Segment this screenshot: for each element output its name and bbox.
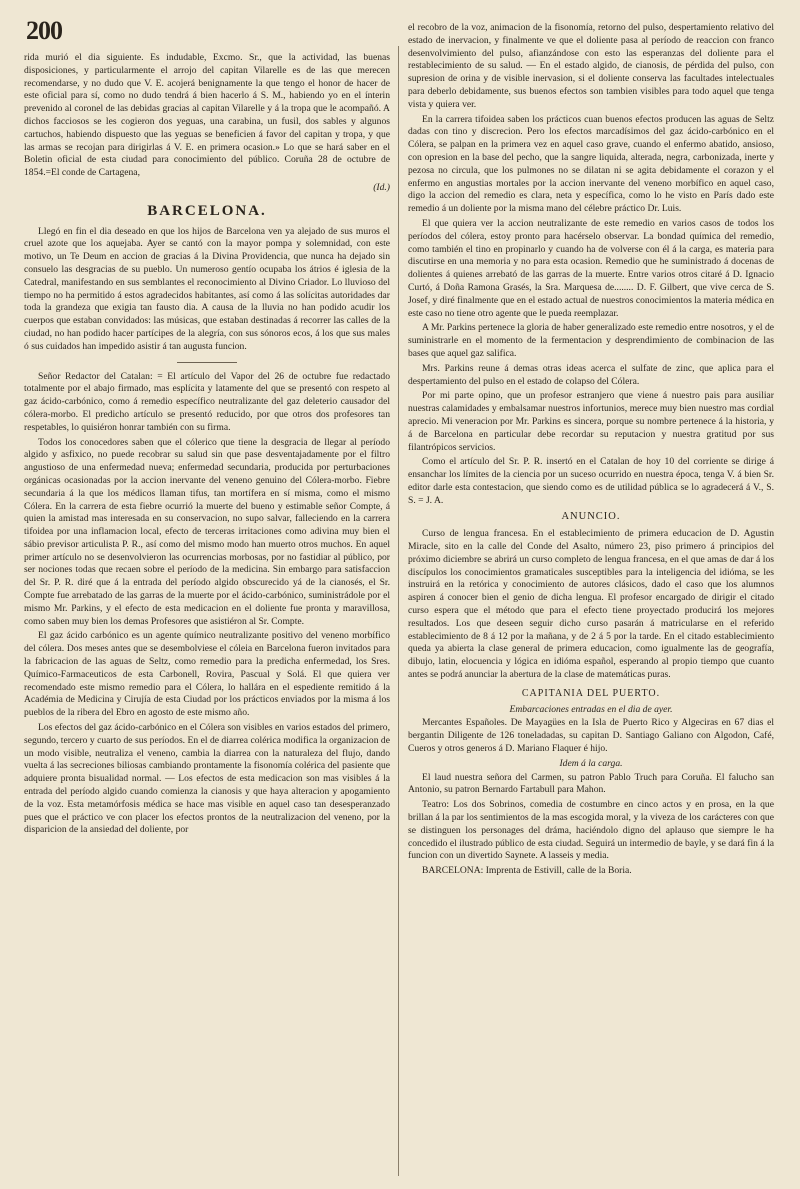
letter-paragraph-recobro: el recobro de la voz, animacion de la fisonomía, retorno del pulso, despertamiento relativo del estado de inervacion, y finalmente ve que el doliente pasa al período de reaccion con franco desenvolvimiento del pulso, afianzándose con esto las esperanzas del doliente para el restablecimiento de su salud. — En el estado algido, de cianosis, de pérdida del pulso, con supresion de orina y de visible inervasion, si el doliente conserva las facultades intelectuales para deberlo debidamente, sus buenos efectos son tambien visibles para todo aquel que tenga vista y quiera ver. bbox=[408, 22, 774, 110]
article-coruna-text: rida murió el dia siguiente. Es indudable, Excmo. Sr., que la actividad, las buenas disposiciones, y particularmente el arrojo del capitan Vilarelle es de las que merecen recomendarse, y no dudo que V. E. acojerá benignamente la que tengo el honor de hacer de este oficial para sí, como no dudo tendrá á bien hacerlo á S. M., habiendo yo en el ínterin prevenido al coronel de las debidas gracias al capitan Vilarelle y á la tropa que le acompañó. A dichos facciosos se les cogieron dos yeguas, una carabina, un fusil, dos sables y algunos cartuchos, habiendo dispuesto que las yeguas se beneficien á favor del capitan y tropa, y que las armas se recojan para dirigirlas á V. E. en primera ocasion.» Lo que se hará saber en el Boletin oficial de esta ciudad para conocimiento del público. Coruña 28 de octubre de 1854.=El conde de Cartagena, bbox=[24, 52, 390, 179]
subheading-idem: Idem á la carga. bbox=[559, 757, 623, 769]
column-divider bbox=[398, 46, 399, 1176]
page-number: 200 bbox=[26, 16, 62, 45]
port-mercantes-text: Mercantes Españoles. De Mayagües en la Isla de Puerto Rico y Algeciras en 67 dias el bergantin Diligente de 126 toneladadas, su capitan D. Santiago Galiano con Algodon, Café, Cueros y otros generos á D. Mariano Flaquer é hijo. bbox=[408, 717, 774, 755]
newspaper-page bbox=[24, 16, 776, 1176]
letter-redactor-text: Señor Redactor del Catalan: = El artículo del Vapor del 26 de octubre fue redactado totalmente por el abajo firmado, mas esplícita y latamente del que se presentó con respeto al gaz ácido-carbónico, como á remedio específico neutralizante del gaz deleterio causador del cólera-morbo. El predicho artículo se presentó reducido, por que otros dos profesores tan respetables, lo quisiéron honrar también con su firma. bbox=[24, 370, 390, 433]
section-heading-capitania: CAPITANIA DEL PUERTO. bbox=[521, 687, 661, 699]
subheading-embarcaciones: Embarcaciones entradas en el dia de ayer. bbox=[509, 703, 673, 715]
announcement-curso-text: Curso de lengua francesa. En el establecimiento de primera educacion de D. Agustin Miracle, sito en la calle del Conde del Asalto, número 23, piso primero á principios del próximo diciembre se abrirá un curso completo de lengua francesa, en el que amas de dar á los discípulos los conocimientos gramaticales susceptibles para la inteligencia del idióma, se les instruirá en la retórica y conocimiento de autores clásicos, dado el caso que los alumnos aspiren á conocer bien el genio de dicha lengua. El profesor encargado de dirigir el citado curso espera que el método que para el efecto tiene proyectado producirá los mejores resultados. Los que deseen seguir dicho curso pasarán á matricularse en el referido establecimiento de 8 á 12 por la mañana, y de 2 á 5 por la tarde. En el citado establecimiento queda ya abierta la clase general de primera educacion, como igualmente las de geografía, dibujo, latin, elocuencia y lógica en idióma español, esperando al propio tiempo que cuanto antes se podrá anunciar la abertura de la clase de matemáticas puras. bbox=[408, 528, 774, 681]
theatre-notice-text: Teatro: Los dos Sobrinos, comedia de costumbre en cinco actos y en prosa, en la que brillan á la par los sentimientos de la mas escogida moral, y la viveza de los carácteres con que se distinguen los personages del dráma, haciéndolo digno del aplauso que siempre le ha concedido el ilustrado público de esta ciudad. Seguirá un intermedio de bayle, y se dará fin á la funcion con un divertido Saynete. A lasseis y media. bbox=[408, 799, 774, 862]
section-heading-anuncio: ANUNCIO. bbox=[561, 511, 621, 523]
left-column bbox=[24, 52, 390, 1176]
right-column bbox=[408, 22, 774, 1176]
imprint-line: BARCELONA: Imprenta de Estivill, calle de la Boria. bbox=[422, 865, 632, 877]
separator-rule bbox=[177, 362, 237, 363]
source-tag: (Id.) bbox=[373, 181, 390, 193]
letter-paragraph-parkins: A Mr. Parkins pertenece la gloria de haber generalizado este remedio entre nosotros, y el de suministrarle en el momento de la fermentacion y desprendimiento de combinacion de las bases que aquel gaz salifica. bbox=[408, 322, 774, 359]
letter-paragraph-mrs: Mrs. Parkins reune á demas otras ideas acerca el sulfate de zinc, que aplica para el despertamiento del pulso en el estado de colapso del Cólera. bbox=[408, 362, 774, 387]
letter-paragraph-como: Como el artículo del Sr. P. R. insertó en el Catalan de hoy 10 del corriente se dirige á ensanchar los límites de la ciencia por un suceso ocurrido en nuestra época, tenga V. á bien Sr. editor darle esta contestacion, que siendo como es de utilidad pública se lo agradecerá á V., S. S. = J. A. bbox=[408, 456, 774, 506]
article-barcelona-text: Llegó en fin el dia deseado en que los hijos de Barcelona ven ya alejado de sus muros el cruel azote que los aquejaba. Ayer se cantó con la mayor pompa y solemnidad, con este motivo, un Te Deum en accion de gracias á la Divina Providencia, que nunca ha dejado sin consuelo las desgracias de su pueblo. Un numeroso gentío ocupaba los átrios é iglesia de la Catedral, manifestando en sus semblantes el reconocimiento al Divino Criador. Lo lluvioso del tiempo no ha permitido á estos agradecidos habitantes, así como á las solícitas autoridades dar toda la grandeza que exigia tan fausto dia. A causa de la lluvia no han podido acudir los cuerpos que estaban convidados: las músicas, que estaban destinadas á recorrer las calles de la ciudad, no han podido hacer partícipes de la alegría, con sus sónoros ecos, á los que sus males ó sus cuidados han impedido asistir á tan augusta funcion. bbox=[24, 225, 390, 352]
letter-paragraph-quien: El que quiera ver la accion neutralizante de este remedio en varios casos de todos los períodos del cólera, estoy pronto para hacérselo observar. La bondad química del remedio, como también el tino en propinarlo y cuando ha de volverse con él á la carga, es materia para discutirse en una memoria y no para esta ocasion. Remedio que he suministrado á docenas de dolientes á quienes arrebató de las garras de la muerte. Entre varios otros citaré á D. Ignacio Curtó, á Doña Ramona Grasés, la Sra. Marquesa de........ D. F. Gilbert, que vive cerca de S. Josef, y diré finalmente que en el estado actual de nuestros conocimientos la materia médica en este caso no tiene otro agente que le pueda reemplazar. bbox=[408, 217, 774, 319]
letter-paragraph-carrera: En la carrera tifoidea saben los prácticos cuan buenos efectos producen las aguas de Seltz dadas con tino y discrecion. Pero los efectos marcadísimos del gaz ácido-carbónico en el Cólera, se palpan en la primera vez en aquel caso grave, cuando el enfermo abatido, ansioso, con opresion en la base del pecho, que la sangre liquida, alterada, negra, carbonizada, inerte y pezosa no circula, que los pulmones no se dilatan ni se agita debidamente el corazon y el enfermo en angustias mortales por la accion inervante del veneno morbífico en aquel caso, digo la accion del remedio es clara, neta y específica, como lo he visto en París dado este remedio á un doliente por la misma mano del célebre práctico Dr. Luis. bbox=[408, 113, 774, 215]
letter-paragraph-todos: Todos los conocedores saben que el cólerico que tiene la desgracia de llegar al período algido y asfixico, no puede recobrar su salud sin que pase desventajadamente por el filtro angustioso de una enfermedad nueva; enfermedad secundaria, producida por perturbaciones orgánicas ocasionadas por la accion inervante del veneno genuino del Cólera-morbo. Fiebre secundaria á la que los médicos llaman tifus, tan mortífera en sí misma, como el mismo Cólera. En la carrera de esta fiebre ocurrió la muerte del bueno y estimable señor Compte, á quien la amistad mas interesada en su conservacion, no supo salvar, falleciendo en la carrera tifoidea por una inflamacion local, efecto de terceras irritaciones como adivina muy bien el sábio previsor articulista P. R., así como del mismo modo han muerto otros muchos. En aquel primer artículo no se desenvolvieron las ocurrencias morbosas, por no fastidiar al público, por ser nociones todas que recaen sobre el período de la medicina. Sin embargo para satisfaccion del Sr. P. R. diré que á la entrada del período algido obscurecido yá de la cianosés, el Sr. Compte fue arrebatado de las garras de la muerte por el ácido-carbónico, suministrádole por el mismo Mr. Parkins, y el efecto de esta medicacion en el doliente fue pronta y maravillosa, como saben muy bien los demas Profesores que asistiéron al Sr. Compte. bbox=[24, 436, 390, 627]
letter-paragraph-gaz: El gaz ácido carbónico es un agente químico neutralizante positivo del veneno morbífico del cólera. Dos meses antes que se desembolviese el cóleia en Barcelona fueron invitados para la fabricacion de las aguas de Seltz, como remedio para la predicha enfermedad, los Sres. Químico-Farmaceuticos de esta Carbonell, Rovira, Pascual y Solá. El que quiera ver recomendado este mismo remedio para el Cólera, lo hallára en el espediente remitido á la Académia de Medicina y Cirujía de esta Ciudad por los prácticos enviados por la misma á los pueblos de la ribera del Ebro en agosto de este mismo año. bbox=[24, 630, 390, 719]
section-heading-barcelona: BARCELONA. bbox=[147, 202, 267, 219]
letter-paragraph-mi: Por mi parte opino, que un profesor estranjero que viene á nuestro pais para ausiliar nuestras calamidades y embalsamar nuestros infortunios, merece muy bien nuestro mas cordial aprecio. Mi veneracion por Mr. Parkins es sincera, porque su nombre pertenece á la historia, y á de Barcelona en particular debe recordar su reputacion y nuestra gratitud por sus filantrópicos servicios. bbox=[408, 390, 774, 453]
letter-paragraph-efectos: Los efectos del gaz ácido-carbónico en el Cólera son visibles en varios estados del primero, segundo, tercero y cuarto de sus períodos. En el de diarrea colérica modifica la organizacion de un modo visible, neutraliza el veneno, cambia la diarrea con la naturaleza del flujo, dando vuelta á las secreciones biliosas cambiando prontamente la fisonomía colérica del pasiente que adquiere pronta bisualidad normal. — Los efectos de esta medicacion son mas visibles á la entrada del período algido cuando comienza la cianosis y que haya alteracion y apogamiento de la voz. Esta metamórfosis médica se hace mas visible en aquel caso tan desesperanzado pues que el práctico ve con placer los efectos prontos de la neutralizacion del veneno, por la disparicion de la ansiedad del doliente, por bbox=[24, 722, 390, 836]
port-laud-text: El laud nuestra señora del Carmen, su patron Pablo Truch para Coruña. El falucho san Antonio, su patron Bernardo Fartabull para Mahon. bbox=[408, 771, 774, 796]
